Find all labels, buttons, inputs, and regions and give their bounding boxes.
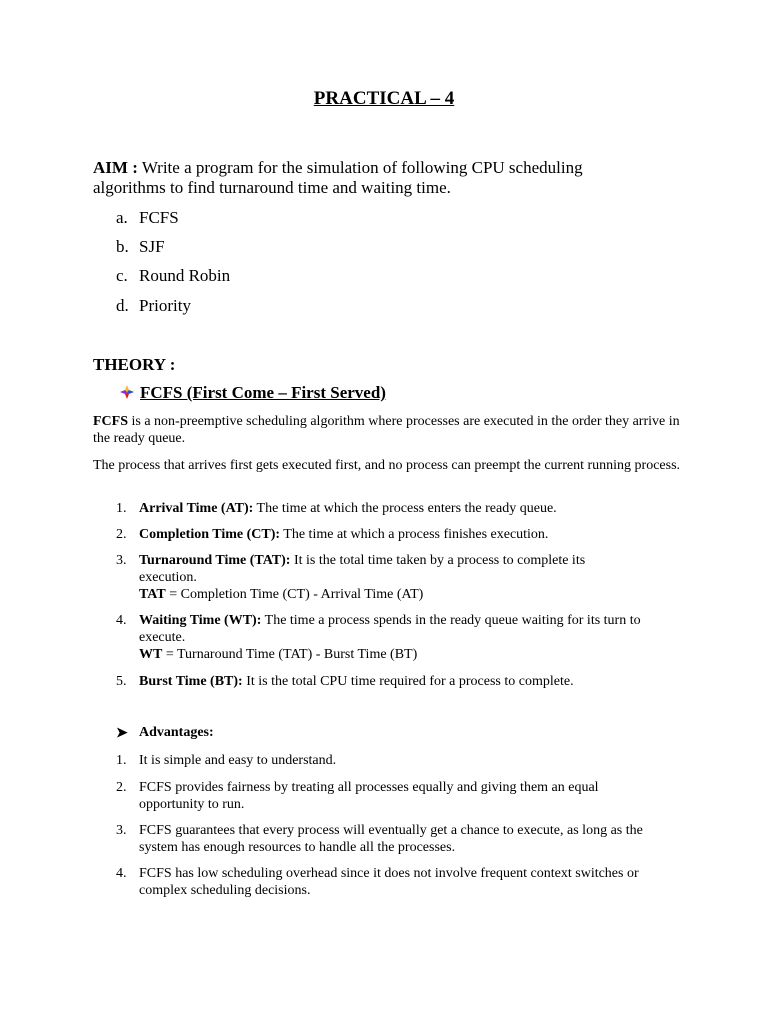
advantage-text: FCFS guarantees that every process will eventually get a chance to execute, as long as the system has enough resources to handle all the processes. — [139, 823, 643, 855]
definition-item — [116, 552, 686, 603]
definition-text: It is the total time taken by a process to complete its execution. — [139, 553, 586, 585]
list-item-text: Priority — [139, 296, 191, 315]
advantage-item — [116, 822, 686, 856]
list-item-label: c. — [116, 266, 128, 285]
fcfs-term: FCFS — [93, 414, 128, 429]
item-number: 1. — [116, 501, 127, 516]
list-item — [116, 266, 230, 286]
list-item-label: b. — [116, 237, 129, 256]
list-item — [116, 208, 179, 228]
theory-heading: THEORY : — [93, 355, 176, 374]
advantage-item — [116, 779, 686, 813]
fcfs-definition-text: is a non-preemptive scheduling algorithm where processes are executed in the order they arrive in the ready queue. — [93, 414, 680, 446]
item-number: 5. — [116, 674, 127, 689]
definition-text: It is the total CPU time required for a process to complete. — [242, 674, 574, 689]
definition-item — [116, 526, 686, 543]
title-text: PRACTICAL – 4 — [313, 88, 455, 109]
definition-text: The time at which a process finishes execution. — [280, 527, 549, 542]
aim-label: AIM : — [93, 158, 138, 177]
definition-item — [116, 673, 686, 690]
item-number: 4. — [116, 866, 127, 881]
fcfs-subheading-text: FCFS (First Come – First Served) — [140, 383, 386, 402]
fcfs-rule-paragraph: The process that arrives first gets executed first, and no process can preempt the current running process. — [93, 458, 681, 473]
definition-term: Arrival Time (AT): — [139, 501, 254, 516]
definition-term: Turnaround Time (TAT): — [139, 553, 291, 568]
item-number: 3. — [116, 823, 127, 838]
fcfs-subheading — [140, 383, 386, 403]
formula-term: WT — [139, 647, 163, 662]
aim-text: Write a program for the simulation of following CPU scheduling algorithms to find turnaround time and waiting time. — [93, 158, 583, 197]
item-number: 3. — [116, 553, 127, 568]
item-number: 2. — [116, 780, 127, 795]
definition-term: Waiting Time (WT): — [139, 613, 262, 628]
list-item — [116, 237, 165, 257]
page-title — [0, 88, 768, 110]
formula-text: = Completion Time (CT) - Arrival Time (AT) — [165, 587, 424, 602]
formula-text: = Turnaround Time (TAT) - Burst Time (BT) — [162, 647, 418, 662]
definition-item — [116, 612, 686, 663]
four-color-bullet-icon — [120, 385, 134, 399]
advantages-heading-text: Advantages: — [139, 725, 214, 740]
formula-term: TAT — [139, 587, 166, 602]
fcfs-definition-paragraph — [93, 413, 683, 447]
advantage-item — [116, 865, 686, 899]
list-item-text: Round Robin — [139, 266, 231, 285]
definition-term: Burst Time (BT): — [139, 674, 243, 689]
list-item-label: d. — [116, 296, 129, 315]
list-item-label: a. — [116, 208, 128, 227]
advantage-text: FCFS has low scheduling overhead since it does not involve frequent context switches or complex scheduling decisions. — [139, 866, 639, 898]
item-number: 4. — [116, 613, 127, 628]
list-item — [116, 296, 191, 316]
advantage-text: FCFS provides fairness by treating all processes equally and giving them an equal opportunity to run. — [139, 780, 599, 812]
item-number: 1. — [116, 753, 127, 768]
list-item-text: FCFS — [139, 208, 179, 227]
definition-text: The time at which the process enters the ready queue. — [253, 501, 557, 516]
item-number: 2. — [116, 527, 127, 542]
definition-text: The time a process spends in the ready queue waiting for its turn to execute. — [139, 613, 641, 645]
arrow-bullet-icon: ➤ — [116, 726, 128, 741]
advantages-heading — [118, 725, 214, 741]
aim-paragraph — [93, 158, 653, 198]
definition-item — [116, 500, 686, 517]
definition-term: Completion Time (CT): — [139, 527, 281, 542]
advantage-text: It is simple and easy to understand. — [139, 753, 337, 768]
advantage-item — [116, 752, 686, 769]
list-item-text: SJF — [139, 237, 165, 256]
